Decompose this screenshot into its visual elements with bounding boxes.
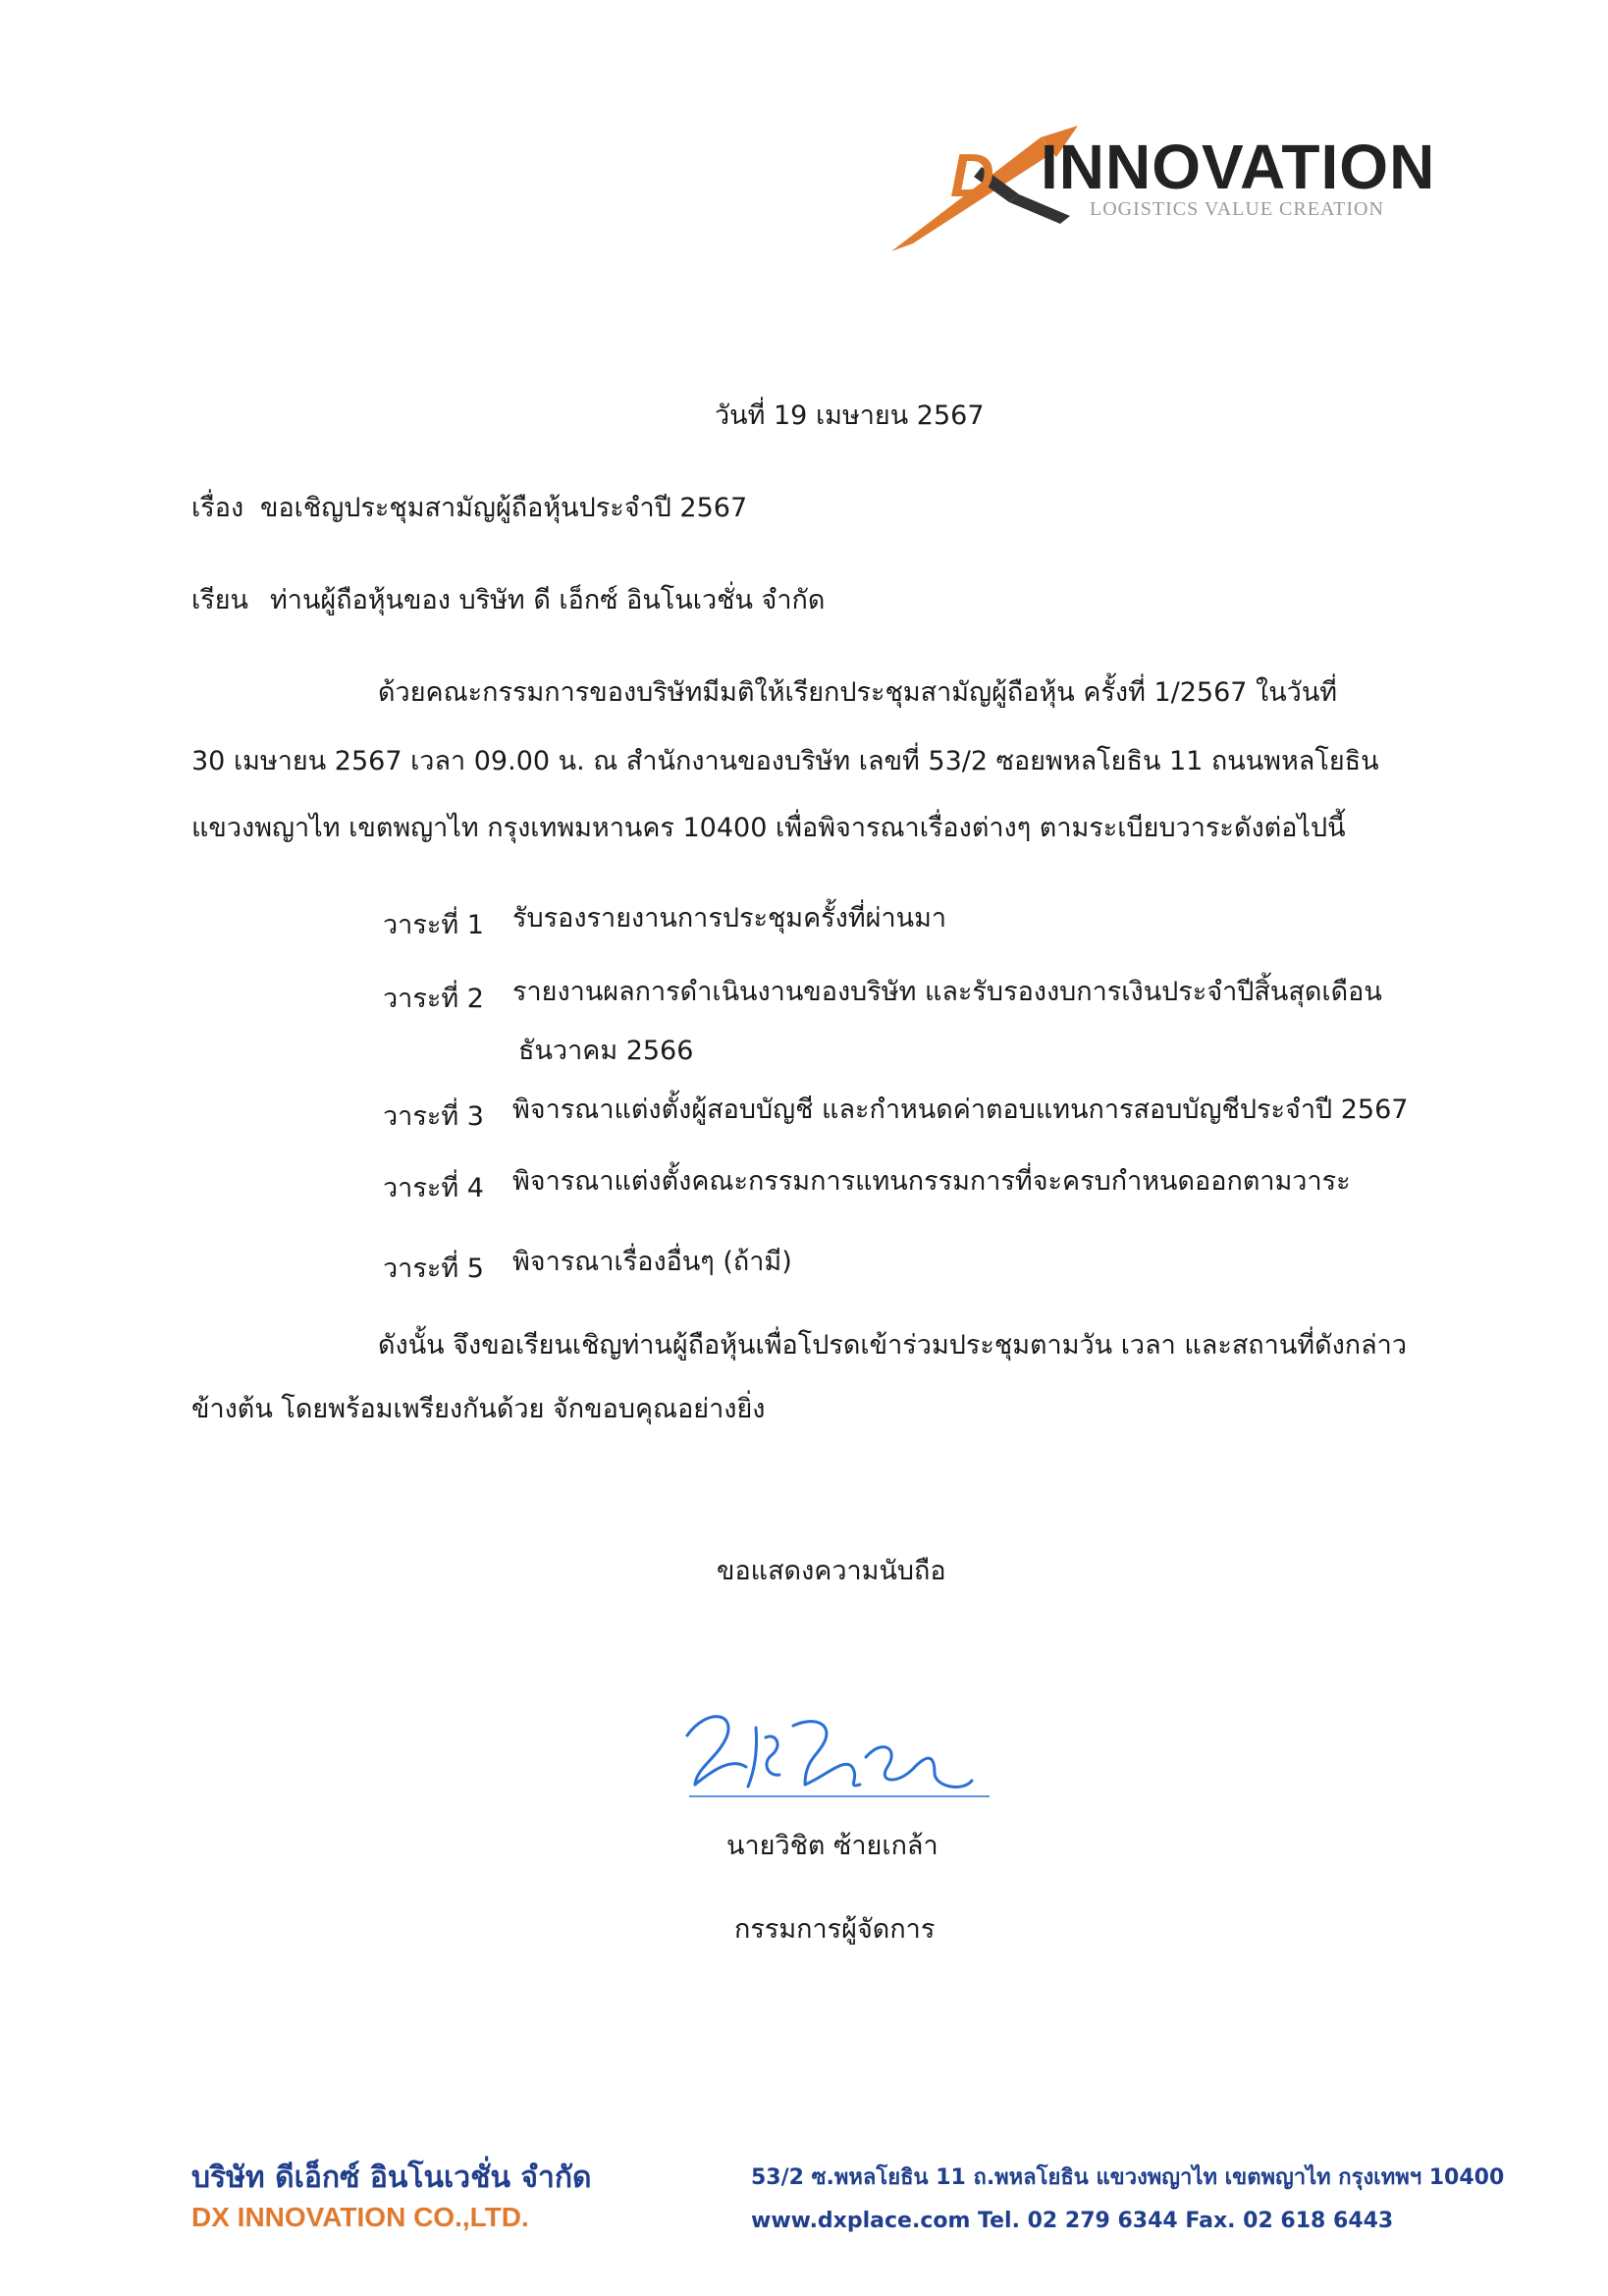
agenda-3-text: พิจารณาแต่งตั้งผู้สอบบัญชี และกำหนดค่าตอบแทนการสอบบัญชีประจำปี 2567 <box>512 1095 1409 1125</box>
footer-company-thai: บริษัท ดีเอ็กซ์ อินโนเวชั่น จำกัด <box>191 2161 592 2195</box>
footer-contact: www.dxplace.com Tel. 02 279 6344 Fax. 02 618 6443 <box>751 2209 1394 2233</box>
agenda-4-text: พิจารณาแต่งตั้งคณะกรรมการแทนกรรมการที่จะครบกำหนดออกตามวาระ <box>512 1166 1351 1197</box>
agenda-5-number: วาระที่ 5 <box>383 1254 484 1284</box>
footer-address: 53/2 ซ.พหลโยธิน 11 ถ.พหลโยธิน แขวงพญาไท เขตพญาไท กรุงเทพฯ 10400 <box>751 2165 1505 2190</box>
logo-tagline: LOGISTICS VALUE CREATION <box>1090 198 1384 220</box>
agenda-1-number: วาระที่ 1 <box>383 910 484 940</box>
body-line-1: ด้วยคณะกรรมการของบริษัทมีมติให้เรียกประชุมสามัญผู้ถือหุ้น ครั้งที่ 1/2567 ในวันที่ <box>378 677 1338 708</box>
closing-line-1: ดังนั้น จึงขอเรียนเชิญท่านผู้ถือหุ้นเพื่อโปรดเข้าร่วมประชุมตามวัน เวลา และสถานที่ดังกล่าว <box>378 1330 1408 1361</box>
body-line-2: 30 เมษายน 2567 เวลา 09.00 น. ณ สำนักงานของบริษัท เลขที่ 53/2 ซอยพหลโยธิน 11 ถนนพหลโยธิน <box>191 746 1379 776</box>
closing-line-2: ข้างต้น โดยพร้อมเพรียงกันด้วย จักขอบคุณอย่างยิ่ง <box>191 1394 766 1424</box>
agenda-1-text: รับรองรายงานการประชุมครั้งที่ผ่านมา <box>512 903 947 934</box>
to-label: เรียน <box>191 585 249 615</box>
agenda-5-text: พิจารณาเรื่องอื่นๆ (ถ้ามี) <box>512 1247 792 1277</box>
body-line-3: แขวงพญาไท เขตพญาไท กรุงเทพมหานคร 10400 เพื่อพิจารณาเรื่องต่างๆ ตามระเบียบวาระดังต่อไปนี้ <box>191 813 1346 843</box>
footer-company-english: DX INNOVATION CO.,LTD. <box>191 2202 529 2232</box>
agenda-2-number: วาระที่ 2 <box>383 984 484 1014</box>
handwritten-signature <box>677 1698 1001 1806</box>
to-text: ท่านผู้ถือหุ้นของ บริษัท ดี เอ็กซ์ อินโนเวชั่น จำกัด <box>270 585 826 615</box>
letter-date: วันที่ 19 เมษายน 2567 <box>715 400 985 431</box>
agenda-3-number: วาระที่ 3 <box>383 1101 484 1132</box>
company-logo <box>884 118 1436 265</box>
agenda-2-continuation: ธันวาคม 2566 <box>518 1036 694 1066</box>
signer-title: กรรมการผู้จัดการ <box>734 1914 936 1945</box>
agenda-2-text: รายงานผลการดำเนินงานของบริษัท และรับรองงบการเงินประจำปีสิ้นสุดเดือน <box>512 977 1382 1007</box>
regards-text: ขอแสดงความนับถือ <box>717 1556 946 1586</box>
signer-name: นายวิชิต ซ้ายเกล้า <box>726 1831 938 1861</box>
svg-text:D: D <box>950 142 994 210</box>
logo-brand-text: INNOVATION <box>1041 132 1436 202</box>
subject-label: เรื่อง <box>191 493 244 523</box>
subject-text: ขอเชิญประชุมสามัญผู้ถือหุ้นประจำปี 2567 <box>260 493 748 523</box>
agenda-4-number: วาระที่ 4 <box>383 1173 484 1203</box>
